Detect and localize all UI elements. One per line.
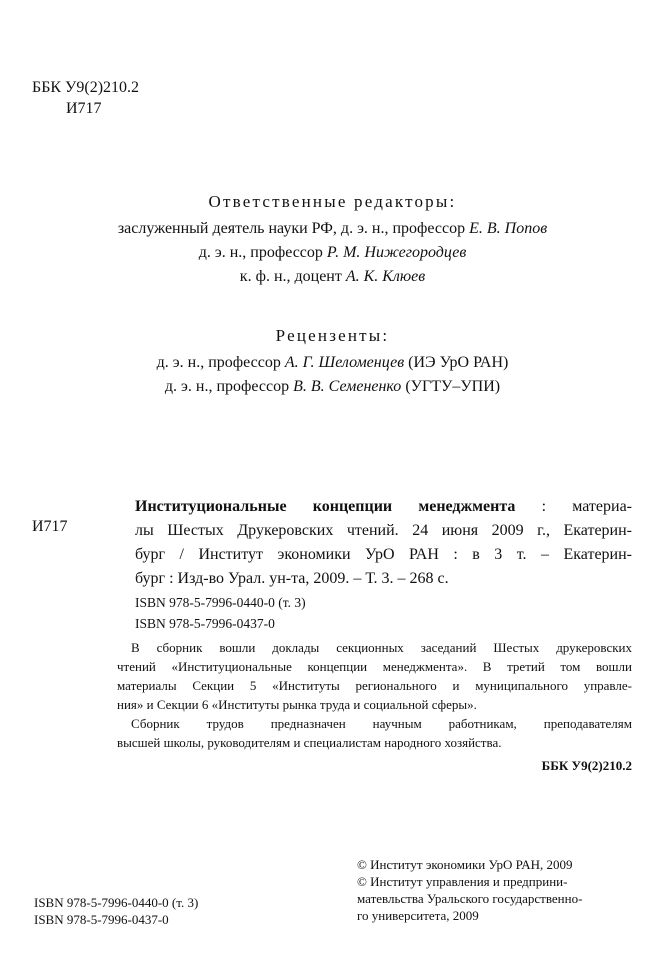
editor-line-3 bbox=[0, 268, 665, 286]
editor-2-name: Р. М. Нижегородцев bbox=[326, 244, 467, 261]
copyright-line: матевльства Уральского государственно- bbox=[357, 891, 583, 906]
editor-2-title: д. э. н., профессор bbox=[198, 244, 327, 261]
copyright-line: © Институт экономики УрО РАН, 2009 bbox=[357, 857, 573, 872]
bbk-index-top bbox=[32, 77, 139, 119]
book-title: Институциональные концепции менеджмента bbox=[135, 498, 516, 515]
isbn-volume: ISBN 978-5-7996-0440-0 (т. 3) bbox=[135, 595, 306, 610]
annotation-line: высшей школы, руководителям и специалистам народного хозяйства. bbox=[117, 735, 502, 750]
annotation-line: чтений «Институциональные концепции менеджмента». В третий том вошли bbox=[117, 659, 632, 674]
editors-heading: Ответственные редакторы: bbox=[208, 192, 457, 211]
card-isbn-block bbox=[135, 592, 306, 634]
copyright-line: го университета, 2009 bbox=[357, 908, 479, 923]
record-line-1 bbox=[135, 495, 632, 519]
editor-line-1 bbox=[0, 220, 665, 238]
annotation-line: ния» и Секции 6 «Институты рынка труда и социальной сферы». bbox=[117, 697, 477, 712]
reviewer-line-1 bbox=[0, 354, 665, 372]
reviewer-1-affiliation: (ИЭ УрО РАН) bbox=[404, 354, 509, 371]
reviewers-heading: Рецензенты: bbox=[275, 326, 390, 345]
reviewer-2-title: д. э. н., профессор bbox=[164, 378, 294, 395]
bibliographic-record bbox=[135, 495, 632, 591]
editor-1-name: Е. В. Попов bbox=[469, 220, 548, 237]
bbk-code: ББК У9(2)210.2 bbox=[32, 79, 140, 96]
isbn-set: ISBN 978-5-7996-0437-0 bbox=[135, 616, 275, 631]
reviewer-1-title: д. э. н., профессор bbox=[156, 354, 285, 371]
record-line-1-rest: : материа- bbox=[515, 498, 632, 515]
copyright-block bbox=[357, 856, 632, 924]
reviewer-1-name: А. Г. Шеломенцев bbox=[284, 354, 405, 371]
bbk-index-bottom: ББК У9(2)210.2 bbox=[541, 758, 632, 773]
reviewer-line-2 bbox=[0, 378, 665, 396]
copyright-line: © Институт управления и предприни- bbox=[357, 874, 568, 889]
record-line-2: лы Шестых Друкеровских чтений. 24 июня 2009 г., Екатерин- bbox=[135, 522, 632, 539]
editor-3-name: А. К. Клюев bbox=[345, 268, 426, 285]
annotation bbox=[117, 638, 632, 752]
card-author-sign: И717 bbox=[32, 518, 68, 535]
editor-3-title: к. ф. н., доцент bbox=[239, 268, 346, 285]
reviewer-2-name: В. В. Семененко bbox=[293, 378, 402, 395]
editor-line-2 bbox=[0, 244, 665, 262]
isbn-volume-bottom: ISBN 978-5-7996-0440-0 (т. 3) bbox=[34, 895, 199, 910]
reviewer-2-affiliation: (УГТУ–УПИ) bbox=[401, 378, 501, 395]
editor-1-title: заслуженный деятель науки РФ, д. э. н., профессор bbox=[117, 220, 470, 237]
annotation-line: Сборник трудов предназначен научным работникам, преподавателям bbox=[131, 716, 632, 731]
annotation-line: материалы Секции 5 «Институты регионального и муниципального управле- bbox=[117, 678, 632, 693]
author-sign: И717 bbox=[66, 100, 102, 117]
isbn-bottom-block bbox=[34, 894, 198, 928]
isbn-set-bottom: ISBN 978-5-7996-0437-0 bbox=[34, 912, 169, 927]
record-line-3: бург / Институт экономики УрО РАН : в 3 т. – Екатерин- bbox=[135, 546, 632, 563]
annotation-line: В сборник вошли доклады секционных заседаний Шестых друкеровских bbox=[131, 640, 632, 655]
record-line-4: бург : Изд-во Урал. ун-та, 2009. – Т. 3. – 268 с. bbox=[135, 570, 449, 587]
